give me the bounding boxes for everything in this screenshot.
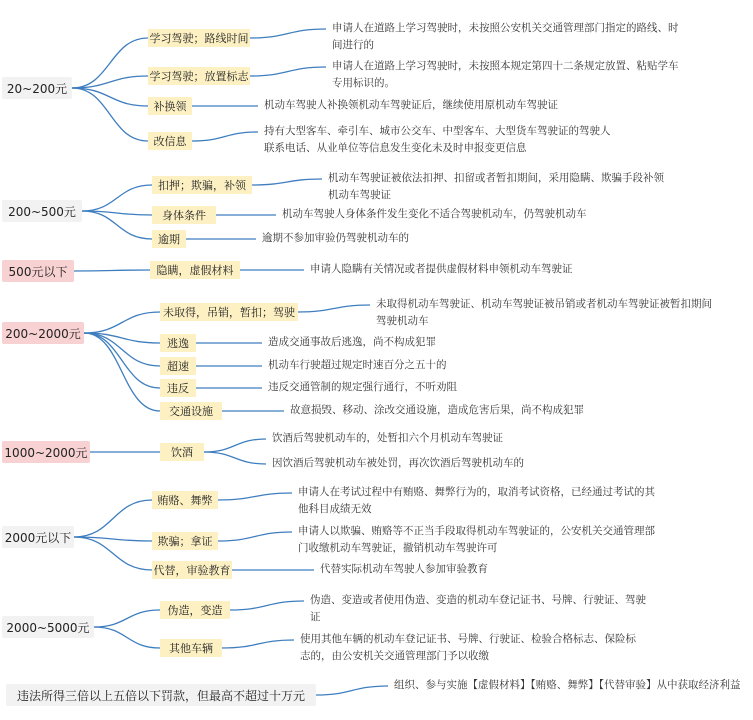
leaf-line — [204, 439, 266, 452]
category-label: 违反 — [160, 379, 196, 397]
leaf-line — [250, 29, 326, 38]
leaf-line — [204, 452, 266, 464]
category-label: 伪造，变造 — [160, 601, 230, 619]
description-text: 因饮酒后驾驶机动车被处罚，再次饮酒后驾驶机动车的 — [272, 457, 524, 469]
description-text: 未取得机动车驾驶证、机动车驾驶证被吊销或者机动车驾驶证被暂扣期间驾驶机动车 — [376, 298, 712, 327]
branch-line — [74, 500, 152, 537]
root-node: 20~200元 — [2, 77, 72, 99]
branch-line — [74, 270, 150, 271]
leaf-line — [222, 640, 294, 648]
description-text: 组织、参与实施【虚假材料】【贿赂、舞弊】【代替审验】从中获取经济利益 — [394, 679, 741, 691]
branch-line — [94, 627, 160, 648]
description-text: 伪造、变造或者使用伪造、变造的机动车登记证书、号牌、行驶证、驾驶证 — [310, 594, 646, 623]
root-node: 200~2000元 — [2, 322, 84, 344]
leaf-line — [250, 67, 326, 76]
category-label: 逾期 — [152, 230, 186, 248]
leaf-line — [252, 179, 322, 185]
leaf-line — [230, 601, 304, 610]
category-label: 身体条件 — [152, 206, 216, 224]
branch-line — [84, 333, 160, 388]
branch-line — [84, 312, 160, 333]
category-label: 欺骗；拿证 — [152, 532, 218, 550]
description-text: 机动车驾驶人补换领机动车驾驶证后，继续使用原机动车驾驶证 — [264, 99, 558, 111]
root-node: 2000元以下 — [2, 526, 74, 548]
branch-line — [74, 537, 152, 570]
root-node: 500元以下 — [2, 260, 74, 282]
leaf-line — [218, 493, 292, 500]
root-node: 1000~2000元 — [2, 441, 90, 463]
root-node: 2000~5000元 — [2, 616, 94, 638]
leaf-line — [316, 686, 388, 695]
category-label: 贿赂、舞弊 — [152, 491, 218, 509]
description-text: 申请人隐瞒有关情况或者提供虚假材料申领机动车驾驶证 — [310, 263, 573, 275]
description-text: 申请人在道路上学习驾驶时，未按照公安机关交通管理部门指定的路线、时间进行的 — [332, 22, 679, 51]
category-label: 超速 — [160, 357, 196, 375]
description-text: 代替实际机动车驾驶人参加审验教育 — [320, 563, 488, 575]
description-text: 持有大型客车、牵引车、城市公交车、中型客车、大型货车驾驶证的驾驶人联系电话、从业单位等信息发生变化未及时申报变更信息 — [264, 125, 611, 154]
category-label: 代替，审验教育 — [152, 561, 232, 579]
category-label: 饮酒 — [160, 443, 204, 461]
category-label: 学习驾驶；放置标志 — [148, 67, 250, 85]
branch-line — [82, 185, 152, 211]
description-text: 机动车行驶超过规定时速百分之五十的 — [268, 359, 447, 371]
category-label: 隐瞒，虚假材料 — [150, 261, 240, 279]
category-label: 改信息 — [148, 132, 192, 150]
leaf-line — [192, 132, 258, 141]
root-node: 200~500元 — [2, 200, 82, 222]
description-text: 机动车驾驶人身体条件发生变化不适合驾驶机动车，仍驾驶机动车 — [282, 208, 587, 220]
category-label: 未取得，吊销，暂扣；驾驶 — [160, 303, 298, 321]
leaf-line — [298, 305, 370, 312]
description-text: 饮酒后驾驶机动车的，处暂扣六个月机动车驾驶证 — [272, 432, 503, 444]
description-text: 申请人以欺骗、贿赂等不正当手段取得机动车驾驶证的，公安机关交通管理部门收缴机动车驾驶证，撤销机动车驾驶许可 — [298, 525, 655, 554]
description-text: 造成交通事故后逃逸，尚不构成犯罪 — [268, 336, 436, 348]
description-text: 使用其他车辆的机动车登记证书、号牌、行驶证、检验合格标志、保险标志的，由公安机关交通管理部门予以收缴 — [300, 633, 636, 662]
branch-line — [72, 38, 148, 88]
category-label: 交通设施 — [160, 402, 222, 420]
branch-line — [84, 333, 160, 411]
description-text: 申请人在考试过程中有贿赂、舞弊行为的，取消考试资格，已经通过考试的其他科目成绩无效 — [298, 486, 655, 515]
category-label: 其他车辆 — [160, 639, 222, 657]
category-label: 扣押；欺骗，补领 — [152, 176, 252, 194]
leaf-line — [218, 532, 292, 541]
description-text: 机动车驾驶证被依法扣押、扣留或者暂扣期间，采用隐瞒、欺骗手段补领机动车驾驶证 — [328, 172, 664, 201]
description-text: 申请人在道路上学习驾驶时，未按照本规定第四十二条规定放置、粘贴学车专用标识的。 — [332, 60, 679, 89]
category-label: 逃逸 — [160, 334, 196, 352]
category-label: 学习驾驶；路线时间 — [148, 29, 250, 47]
branch-line — [94, 610, 160, 627]
description-text: 逾期不参加审验仍驾驶机动车的 — [262, 232, 409, 244]
branch-line — [72, 88, 148, 141]
description-text: 违反交通管制的规定强行通行，不听劝阻 — [268, 381, 457, 393]
category-label: 补换领 — [148, 97, 192, 115]
branch-line — [72, 88, 148, 106]
root-node: 违法所得三倍以上五倍以下罚款，但最高不超过十万元 — [6, 684, 316, 706]
description-text: 故意损毁、移动、涂改交通设施，造成危害后果，尚不构成犯罪 — [290, 404, 584, 416]
